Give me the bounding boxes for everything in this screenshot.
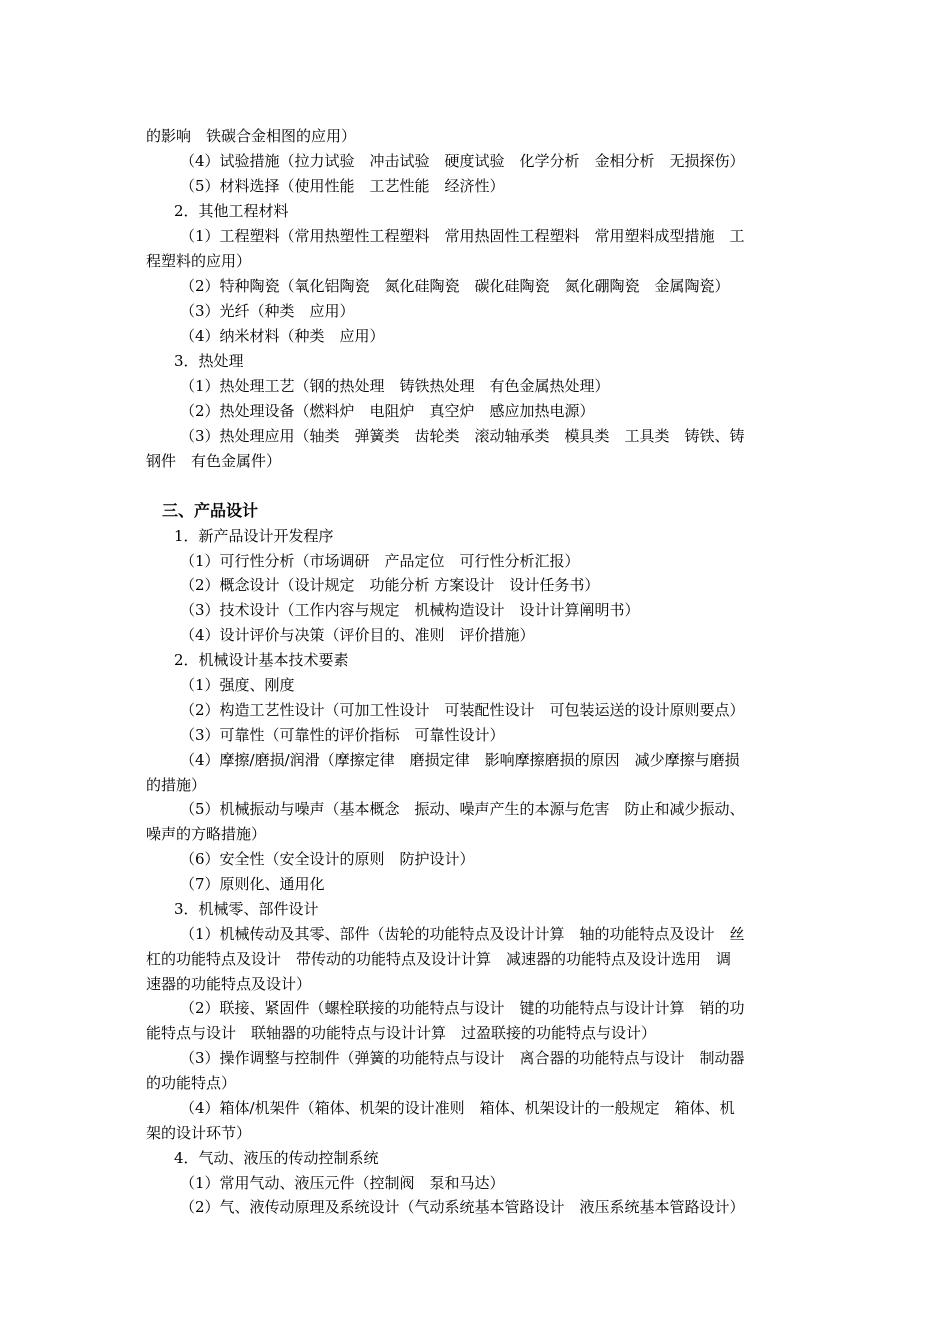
text-line: （3）可靠性（可靠性的评价指标 可靠性设计） bbox=[180, 726, 505, 744]
text-line: （2）气、液传动原理及系统设计（气动系统基本管路设计 液压系统基本管路设计） bbox=[180, 1198, 745, 1216]
text-line: （2）联接、紧固件（螺栓联接的功能特点与设计 键的功能特点与设计计算 销的功 bbox=[180, 999, 745, 1017]
text-line: （6）安全性（安全设计的原则 防护设计） bbox=[180, 850, 475, 868]
text-line: 程塑料的应用） bbox=[146, 252, 252, 270]
text-line: 的措施） bbox=[146, 776, 207, 794]
text-line: （1）工程塑料（常用热塑性工程塑料 常用热固性工程塑料 常用塑料成型措施 工 bbox=[180, 227, 745, 245]
text-line: （1）可行性分析（市场调研 产品定位 可行性分析汇报） bbox=[180, 552, 580, 570]
text-line: 2．机械设计基本技术要素 bbox=[174, 651, 349, 669]
text-line: （4）摩擦/磨损/润滑（摩擦定律 磨损定律 影响摩擦磨损的原因 减少摩擦与磨损 bbox=[180, 751, 740, 769]
text-line: （4）纳米材料（种类 应用） bbox=[180, 327, 385, 345]
text-line: （5）材料选择（使用性能 工艺性能 经济性） bbox=[180, 177, 505, 195]
text-line: 3．热处理 bbox=[174, 352, 244, 370]
text-line: 1．新产品设计开发程序 bbox=[174, 527, 334, 545]
text-line: 能特点与设计 联轴器的功能特点与设计计算 过盈联接的功能特点与设计） bbox=[146, 1024, 657, 1042]
text-line: 杠的功能特点及设计 带传动的功能特点及设计计算 减速器的功能特点及设计选用 调 bbox=[146, 950, 732, 968]
text-line: （2）概念设计（设计规定 功能分析 方案设计 设计任务书） bbox=[180, 576, 600, 594]
text-line: （2）构造工艺性设计（可加工性设计 可装配性设计 可包装运送的设计原则要点） bbox=[180, 701, 745, 719]
text-line: （4）箱体/机架件（箱体、机架的设计准则 箱体、机架设计的一般规定 箱体、机 bbox=[180, 1099, 735, 1117]
text-line: （4）设计评价与决策（评价目的、准则 评价措施） bbox=[180, 626, 535, 644]
text-line: 速器的功能特点及设计） bbox=[146, 975, 312, 993]
text-line: （3）操作调整与控制件（弹簧的功能特点与设计 离合器的功能特点与设计 制动器 bbox=[180, 1049, 745, 1067]
text-line: 的功能特点） bbox=[146, 1074, 237, 1092]
text-line: （3）光纤（种类 应用） bbox=[180, 302, 355, 320]
text-line: （3）热处理应用（轴类 弹簧类 齿轮类 滚动轴承类 模具类 工具类 铸铁、铸 bbox=[180, 427, 745, 445]
text-line: （1）强度、刚度 bbox=[180, 676, 295, 694]
text-line: （7）原则化、通用化 bbox=[180, 875, 325, 893]
text-line: （2）热处理设备（燃料炉 电阻炉 真空炉 感应加热电源） bbox=[180, 402, 595, 420]
text-line: （1）机械传动及其零、部件（齿轮的功能特点及设计计算 轴的功能特点及设计 丝 bbox=[180, 925, 745, 943]
text-line: 2．其他工程材料 bbox=[174, 202, 289, 220]
text-line: （1）热处理工艺（钢的热处理 铸铁热处理 有色金属热处理） bbox=[180, 377, 610, 395]
text-line: 3．机械零、部件设计 bbox=[174, 900, 319, 918]
text-line: 架的设计环节） bbox=[146, 1124, 252, 1142]
text-line: 的影响 铁碳合金相图的应用） bbox=[146, 127, 357, 145]
text-line: （3）技术设计（工作内容与规定 机械构造设计 设计计算阐明书） bbox=[180, 601, 640, 619]
text-line: （5）机械振动与噪声（基本概念 振动、噪声产生的本源与危害 防止和减少振动、 bbox=[180, 800, 745, 818]
text-line: 钢件 有色金属件） bbox=[146, 452, 282, 470]
text-line: （4）试验措施（拉力试验 冲击试验 硬度试验 化学分析 金相分析 无损探伤） bbox=[180, 152, 745, 170]
text-line: 噪声的方略措施） bbox=[146, 825, 267, 843]
text-line: （1）常用气动、液压元件（控制阀 泵和马达） bbox=[180, 1174, 505, 1192]
section-heading: 三、产品设计 bbox=[162, 501, 259, 520]
text-line: （2）特种陶瓷（氧化铝陶瓷 氮化硅陶瓷 碳化硅陶瓷 氮化硼陶瓷 金属陶瓷） bbox=[180, 277, 730, 295]
text-line: 4．气动、液压的传动控制系统 bbox=[174, 1149, 379, 1167]
